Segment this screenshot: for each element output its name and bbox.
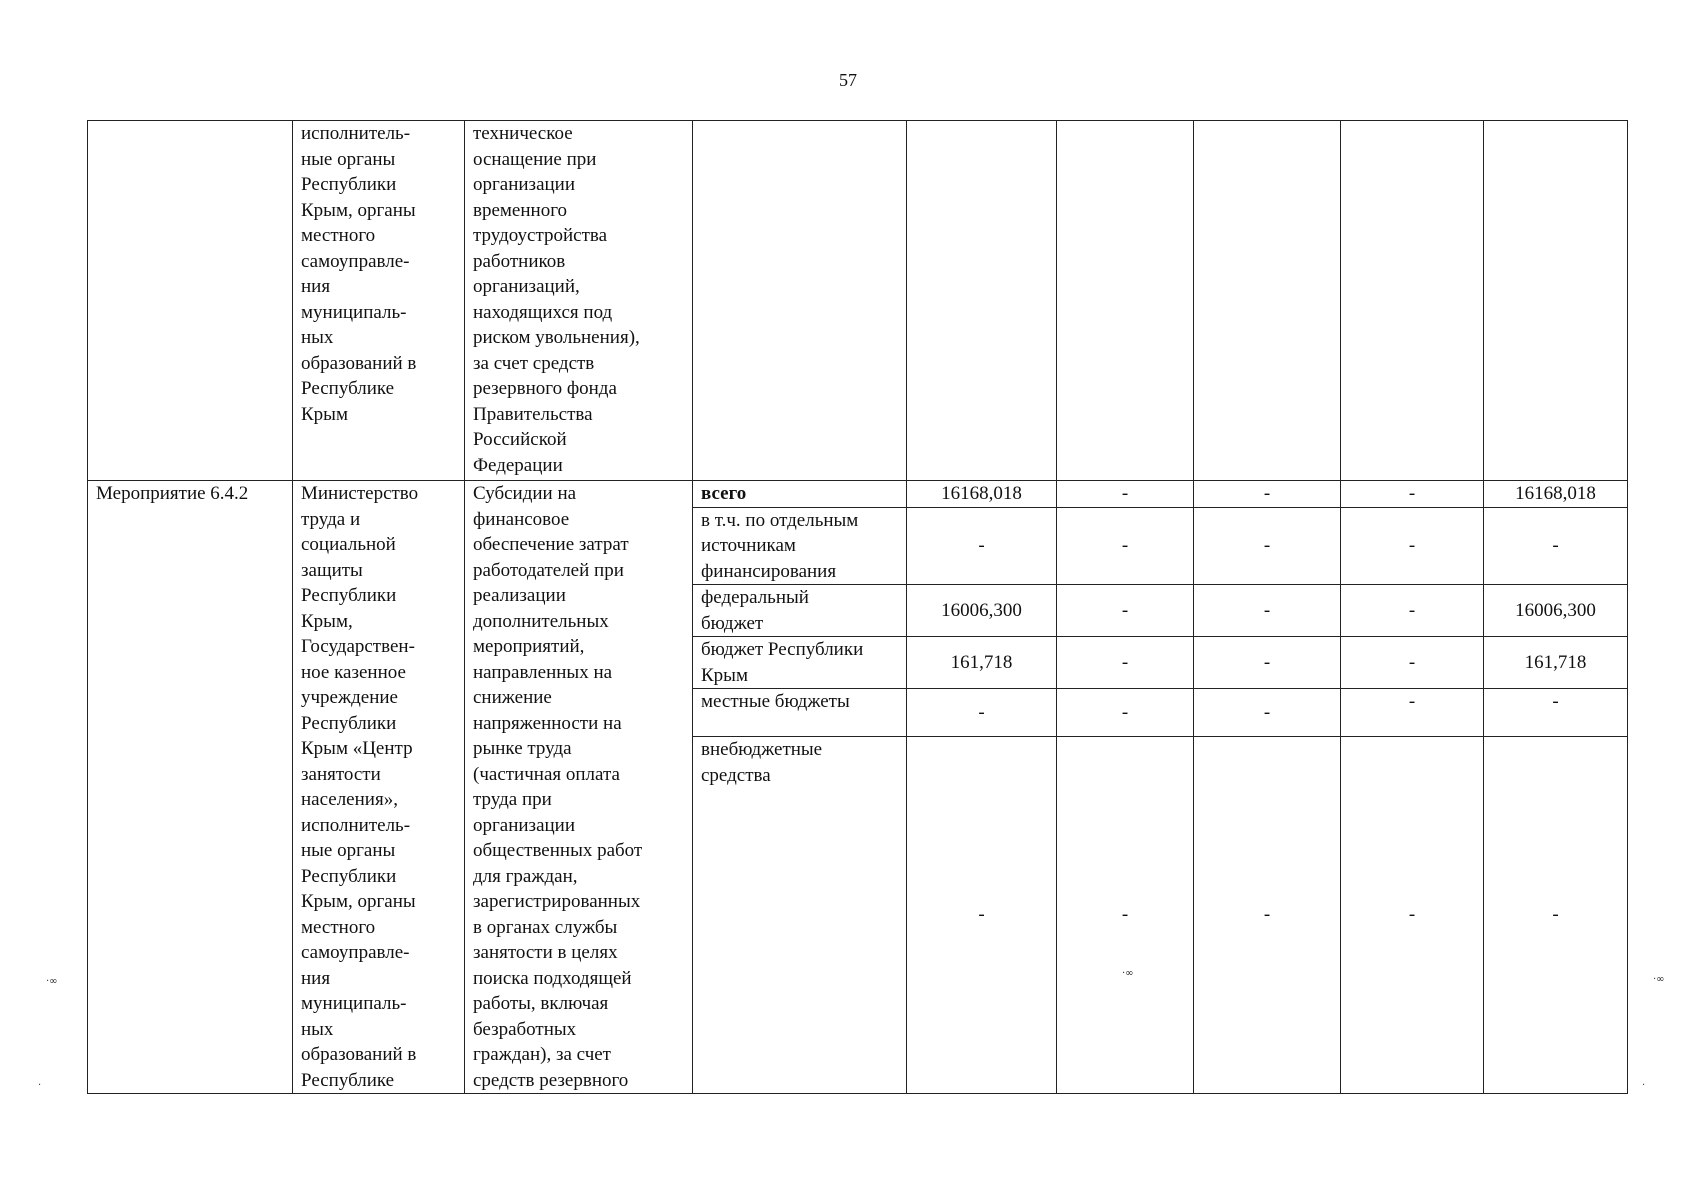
value-cell: 16006,300 <box>1484 585 1628 637</box>
value-cell: - <box>1341 585 1484 637</box>
value-cell: - <box>1057 737 1194 1094</box>
value-cell: - <box>1057 507 1194 585</box>
value-cell: - <box>1341 689 1484 737</box>
value-cell: 16168,018 <box>907 481 1057 508</box>
value-cell: - <box>1057 637 1194 689</box>
page-number: 57 <box>839 70 857 90</box>
value-cell: 16006,300 <box>907 585 1057 637</box>
value-cell: 16168,018 <box>1484 481 1628 508</box>
value-cell: 161,718 <box>1484 637 1628 689</box>
executor-cell: исполнитель- ные органы Республики Крым, органы местного самоуправле- ния муниципаль- ных образований в Республике Крым <box>293 121 465 481</box>
scan-speck: ·∞ <box>46 976 58 987</box>
value-cell: 161,718 <box>907 637 1057 689</box>
value-cell: - <box>1484 507 1628 585</box>
value-cell <box>1194 121 1341 481</box>
value-cell: - <box>1484 737 1628 1094</box>
budget-table <box>87 120 1628 1094</box>
value-cell: - <box>1194 689 1341 737</box>
source-label: в т.ч. по отдельным источникам финансирования <box>693 507 907 585</box>
value-cell <box>1484 121 1628 481</box>
scan-speck: ·∞ <box>1653 974 1665 985</box>
measure-code-cell: Мероприятие 6.4.2 <box>88 481 293 1094</box>
value-cell: - <box>1194 637 1341 689</box>
source-label: федеральный бюджет <box>693 585 907 637</box>
value-cell: - <box>1194 585 1341 637</box>
value-cell: - <box>1194 507 1341 585</box>
value-cell: - <box>1341 481 1484 508</box>
value-cell: - <box>1484 689 1628 737</box>
source-label-total: всего <box>693 481 907 508</box>
scan-speck: · <box>1642 1080 1646 1091</box>
value-cell: - <box>1194 737 1341 1094</box>
executor-cell: Министерство труда и социальной защиты Республики Крым, Государствен- ное казенное учреждение Республики Крым «Центр занятости населения», исполнитель- ные органы Республики Крым, органы местного самоуправле- ния муниципаль- ных образований в Республике <box>293 481 465 1094</box>
value-cell <box>907 121 1057 481</box>
description-cell: Субсидии на финансовое обеспечение затрат работодателей при реализации дополнительных мероприятий, направленных на снижение напряженности на рынке труда (частичная оплата труда при организации общественных работ для граждан, зарегистрированных в органах службы занятости в целях поиска подходящей работы, включая безработных граждан), за счет средств резервного <box>465 481 693 1094</box>
value-cell: - <box>1341 737 1484 1094</box>
source-label: местные бюджеты <box>693 689 907 737</box>
value-cell: - <box>1057 689 1194 737</box>
value-cell: - <box>907 507 1057 585</box>
measure-code-cell <box>88 121 293 481</box>
description-cell: техническое оснащение при организации временного трудоустройства работников организаций, находящихся под риском увольнения), за счет средств резервного фонда Правительства Российской Федерации <box>465 121 693 481</box>
table-row <box>88 481 1628 508</box>
source-cell <box>693 121 907 481</box>
source-label: бюджет Республики Крым <box>693 637 907 689</box>
value-cell <box>1341 121 1484 481</box>
value-cell: - <box>907 737 1057 1094</box>
table-row <box>88 121 1628 481</box>
source-label: внебюджетные средства <box>693 737 907 1094</box>
scan-speck: · <box>38 1080 42 1091</box>
value-cell: - <box>1341 507 1484 585</box>
value-cell: - <box>1194 481 1341 508</box>
value-cell: - <box>1057 585 1194 637</box>
scan-speck: ·∞ <box>1122 968 1134 979</box>
value-cell <box>1057 121 1194 481</box>
value-cell: - <box>907 689 1057 737</box>
value-cell: - <box>1341 637 1484 689</box>
value-cell: - <box>1057 481 1194 508</box>
